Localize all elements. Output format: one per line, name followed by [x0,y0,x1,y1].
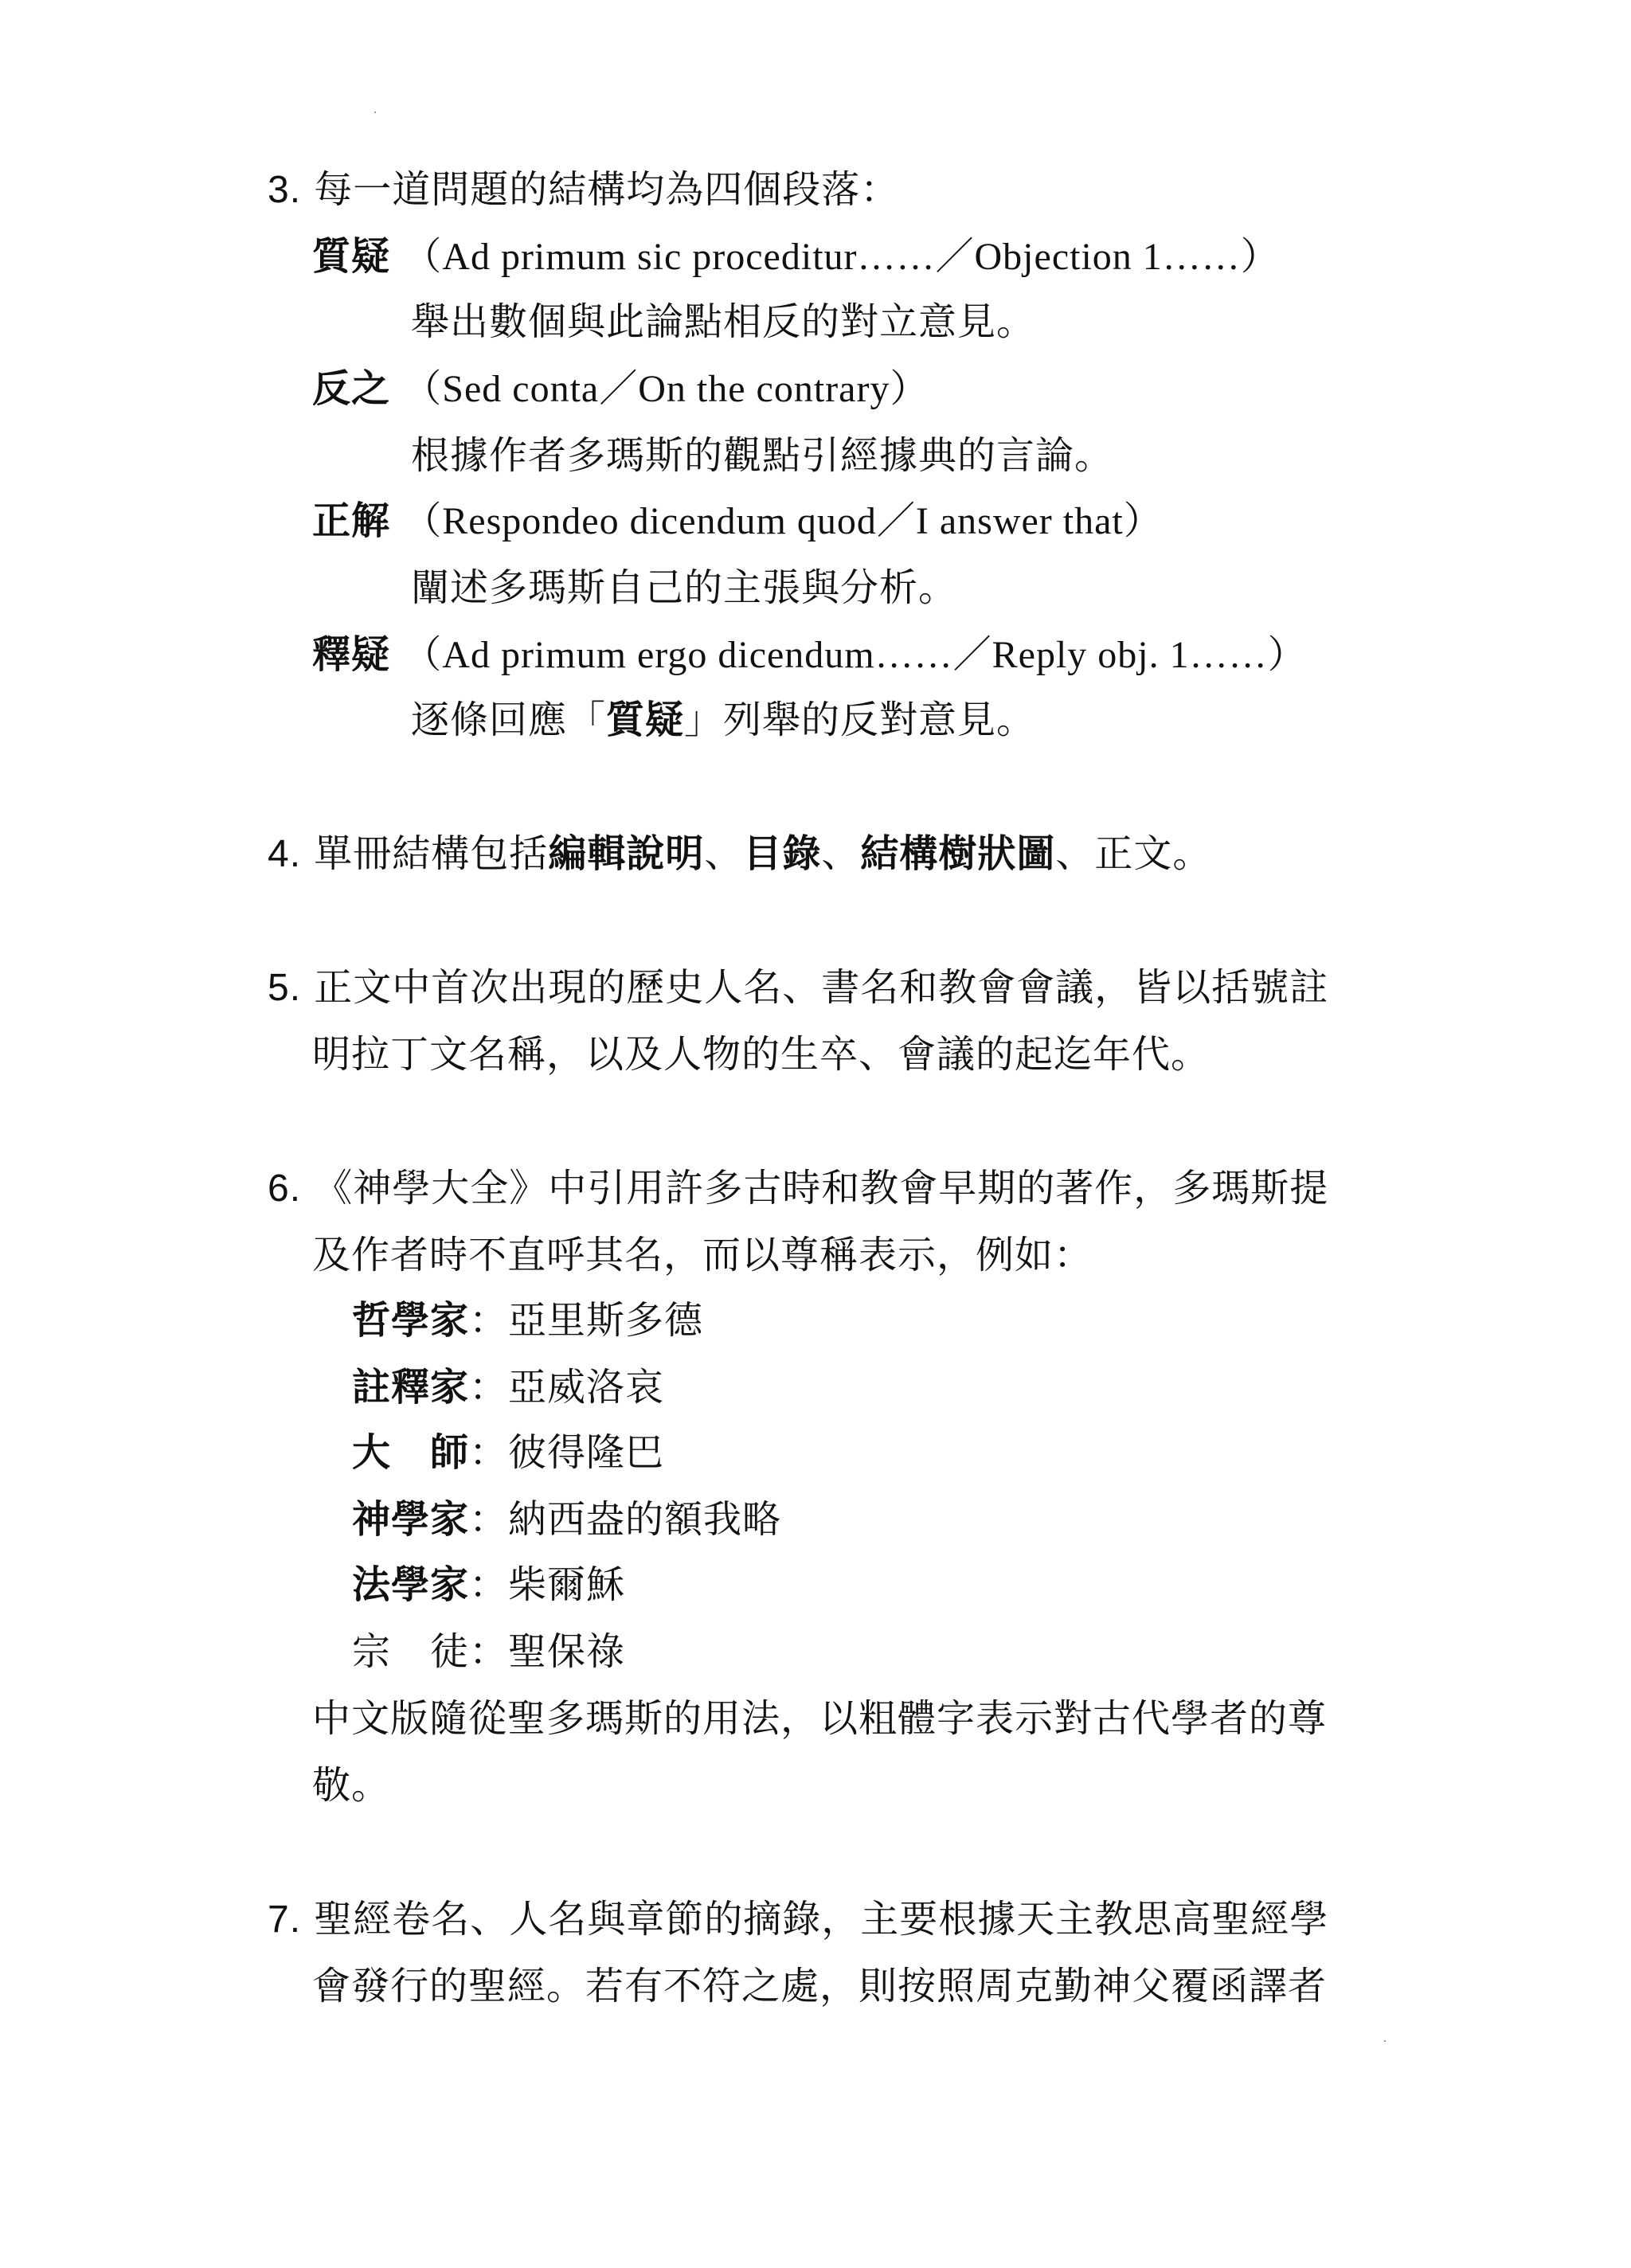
item-5-line-2: 明拉丁文名稱，以及人物的生卒、會議的起迄年代。 [312,1032,1211,1077]
item-number: 3. [268,169,302,211]
item-number: 6. [268,1167,302,1210]
item-4 [268,828,1211,880]
colon: ： [469,1629,509,1674]
honorific-title: 大 師 [352,1430,470,1475]
colon: ： [469,1430,509,1475]
part-label: 反之 [312,366,391,411]
part-label: 質疑 [312,234,391,279]
item-5-line-1 [268,962,1328,1014]
honorific-title: 法學家 [352,1562,470,1607]
title-row [352,1494,781,1545]
item-text: 聖經卷名、人名與章節的摘錄，主要根據天主教思高聖經學 [314,1897,1329,1941]
part-latin: （Respondeo dicendum quod／I answer that） [403,500,1163,542]
title-row [352,1362,664,1413]
heading-text: 每一道問題的結構均為四個段落： [314,167,900,212]
colon: ： [469,1562,509,1607]
separator: 、 [821,831,861,876]
author-name: 納西盎的額我略 [508,1497,782,1542]
part-answer-desc: 闡述多瑪斯自己的主張與分析。 [411,565,958,610]
author-name: 亞威洛哀 [508,1365,665,1410]
bold-term: 目錄 [743,831,822,876]
part-label: 釋疑 [312,632,391,677]
part-objection [312,231,1280,283]
item-text: 正文中首次出現的歷史人名、書名和教會會議，皆以括號註 [314,965,1329,1010]
title-row [352,1626,625,1677]
item-6-line-2: 及作者時不直呼其名，而以尊稱表示，例如： [312,1233,1093,1277]
author-name: 彼得隆巴 [508,1430,665,1475]
item-number: 4. [268,833,302,875]
item-7-line-1 [268,1894,1328,1945]
item-6-line-1 [268,1163,1328,1214]
honorific-title: 哲學家 [352,1298,470,1343]
item-7-line-2: 會發行的聖經。若有不符之處，則按照周克勤神父覆函譯者 [312,1964,1328,2008]
desc-bold-text: 質疑 [606,698,685,742]
part-latin: （Sed conta／On the contrary） [403,368,929,410]
part-label: 正解 [312,499,391,543]
author-name: 柴爾穌 [508,1562,626,1607]
item-text: 、正文。 [1055,831,1212,876]
part-answer [312,495,1163,547]
part-objection-desc: 舉出數個與此論點相反的對立意見。 [411,299,1036,344]
separator: 、 [704,831,744,876]
desc-text: 」列舉的反對意見。 [684,698,1036,742]
part-contrary [312,363,929,415]
colon: ： [469,1298,509,1343]
bold-term: 編輯說明 [548,831,705,876]
colon: ： [469,1365,509,1410]
title-row [352,1559,625,1610]
colon: ： [469,1497,509,1542]
part-contrary-desc: 根據作者多瑪斯的觀點引經據典的言論。 [411,433,1114,478]
honorific-title: 神學家 [352,1497,470,1542]
item-number: 7. [268,1898,302,1941]
scan-speck [1384,2040,1386,2042]
part-reply-desc [411,694,1035,745]
item-text: 單冊結構包括 [314,831,549,876]
part-reply [312,629,1307,681]
author-name: 聖保祿 [508,1629,626,1674]
item-text: 《神學大全》中引用許多古時和教會早期的著作，多瑪斯提 [314,1166,1329,1210]
bold-term: 結構樹狀圖 [860,831,1056,876]
item-number: 5. [268,967,302,1009]
part-latin: （Ad primum ergo dicendum……／Reply obj. 1……） [403,634,1307,676]
item-3-heading [268,164,899,216]
part-latin: （Ad primum sic proceditur……／Objection 1……） [403,236,1280,278]
item-6-after-line-1: 中文版隨從聖多瑪斯的用法，以粗體字表示對古代學者的尊 [312,1696,1328,1741]
title-row [352,1295,703,1346]
honorific-title: 宗 徒 [352,1629,470,1674]
title-row [352,1427,664,1478]
author-name: 亞里斯多德 [508,1298,704,1343]
scan-speck [374,111,376,113]
desc-text: 逐條回應「 [411,698,607,742]
honorific-title: 註釋家 [352,1365,470,1410]
item-6-after-line-2: 敬。 [312,1763,391,1808]
